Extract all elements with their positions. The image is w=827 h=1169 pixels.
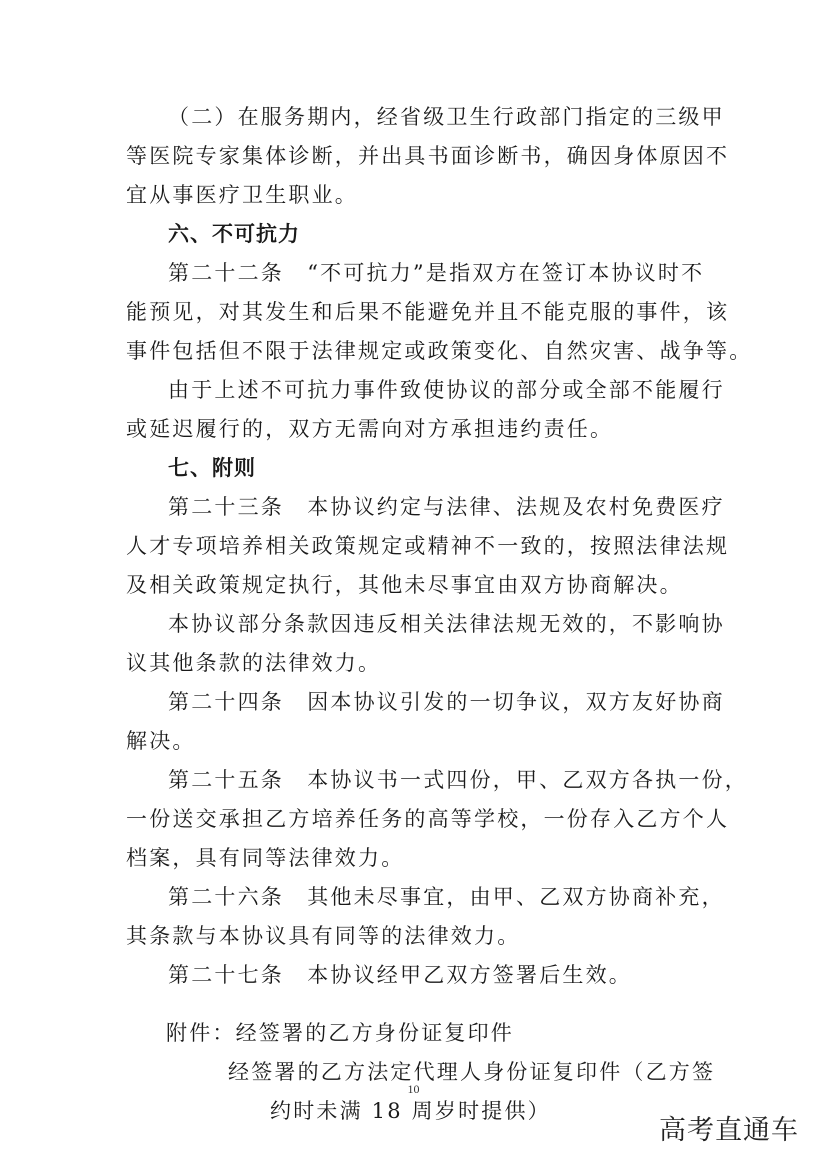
attachment-line: 约时未满 18 周岁时提供） — [270, 1099, 551, 1123]
paragraph-line: 第二十四条 因本协议引发的一切争议，双方友好协商 — [168, 690, 725, 714]
paragraph-line: 第二十二条 “不可抗力”是指双方在签订本协议时不 — [168, 261, 705, 285]
paragraph-line: 人才专项培养相关政策规定或精神不一致的，按照法律法规 — [126, 534, 730, 558]
paragraph-line: 或延迟履行的，双方无需向对方承担违约责任。 — [126, 417, 614, 441]
page-number: 10 — [407, 1082, 420, 1096]
paragraph-line: 第二十七条 本协议经甲乙双方签署后生效。 — [168, 963, 632, 987]
paragraph-line: 解决。 — [126, 729, 196, 753]
paragraph-line: 第二十五条 本协议书一式四份，甲、乙双方各执一份， — [168, 768, 748, 792]
paragraph-line: 能预见，对其发生和后果不能避免并且不能克服的事件，该 — [126, 300, 730, 324]
paragraph-line: 及相关政策规定执行，其他未尽事宜由双方协商解决。 — [126, 573, 683, 597]
paragraph-line: 议其他条款的法律效力。 — [126, 651, 382, 675]
paragraph-line: 由于上述不可抗力事件致使协议的部分或全部不能履行 — [168, 378, 725, 402]
paragraph-line: （二）在服务期内，经省级卫生行政部门指定的三级甲 — [168, 105, 725, 129]
paragraph-line: 宜从事医疗卫生职业。 — [126, 183, 358, 207]
attachment-line: 附件：经签署的乙方身份证复印件 — [166, 1021, 514, 1045]
paragraph-line: 第二十六条 其他未尽事宜，由甲、乙双方协商补充， — [168, 885, 725, 909]
attachment-line: 经签署的乙方法定代理人身份证复印件（乙方签 — [228, 1060, 716, 1084]
paragraph-line: 第二十三条 本协议约定与法律、法规及农村免费医疗 — [168, 495, 725, 519]
paragraph-line: 本协议部分条款因违反相关法律法规无效的，不影响协 — [168, 612, 725, 636]
section-heading-force-majeure: 六、不可抗力 — [168, 222, 300, 246]
paragraph-line: 一份送交承担乙方培养任务的高等学校，一份存入乙方个人 — [126, 807, 730, 831]
paragraph-line: 档案，具有同等法律效力。 — [126, 846, 405, 870]
paragraph-line: 等医院专家集体诊断，并出具书面诊断书，确因身体原因不 — [126, 144, 730, 168]
section-heading-supplementary: 七、附则 — [168, 456, 256, 480]
watermark-text: 高考直通车 — [659, 1115, 799, 1146]
paragraph-line: 其条款与本协议具有同等的法律效力。 — [126, 924, 521, 948]
paragraph-line: 事件包括但不限于法律规定或政策变化、自然灾害、战争等。 — [126, 339, 753, 363]
